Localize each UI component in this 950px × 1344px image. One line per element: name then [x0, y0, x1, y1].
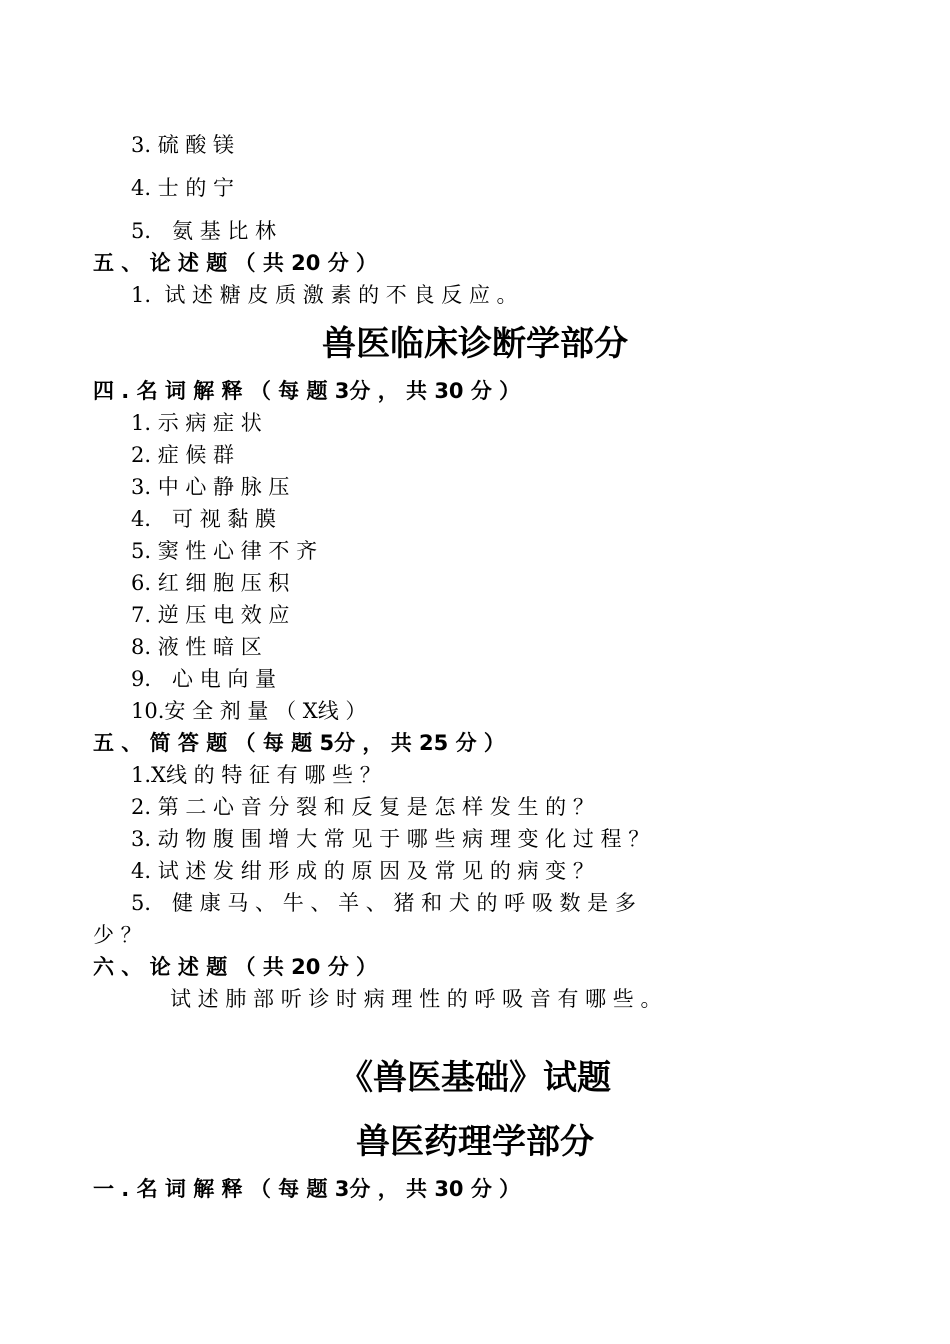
term-item: 1. 示 病 症 状 — [131, 411, 262, 435]
drug-item-5: 5． 氨 基 比 林 — [131, 219, 277, 243]
term-item: 7. 逆 压 电 效 应 — [131, 603, 290, 627]
terms-header: 四 . 名 词 解 释 （ 每 题 3分 ， 共 30 分 ） — [93, 379, 521, 403]
term-item: 8. 液 性 暗 区 — [131, 635, 262, 659]
short-answer-header: 五 、 简 答 题 （ 每 题 5分 ， 共 25 分 ） — [93, 731, 505, 755]
term-item: 9． 心 电 向 量 — [131, 667, 277, 691]
short-answer-item: 1.X线 的 特 征 有 哪 些 ？ — [131, 763, 381, 787]
short-answer-item: 3. 动 物 腹 围 增 大 常 见 于 哪 些 病 理 变 化 过 程 ？ — [131, 827, 650, 851]
drug-item-4: 4. 士 的 宁 — [131, 176, 235, 200]
pharmacology-section-title: 兽医药理学部分 — [356, 1122, 594, 1162]
term-item: 4． 可 视 黏 膜 — [131, 507, 277, 531]
short-answer-item: 4. 试 述 发 绀 形 成 的 原 因 及 常 见 的 病 变 ？ — [131, 859, 594, 883]
term-item: 5. 窦 性 心 律 不 齐 — [131, 539, 318, 563]
essay-question: 试 述 肺 部 听 诊 时 病 理 性 的 呼 吸 音 有 哪 些 。 — [170, 987, 662, 1011]
term-item: 10.安 全 剂 量 （ X线 ） — [131, 699, 367, 723]
essay-question-1: 1. 试 述 糖 皮 质 激 素 的 不 良 反 应 。 — [131, 283, 518, 307]
essay-header-5: 五 、 论 述 题 （ 共 20 分 ） — [93, 251, 378, 275]
diagnosis-section-title: 兽医临床诊断学部分 — [322, 324, 628, 364]
short-answer-item: 2. 第 二 心 音 分 裂 和 反 复 是 怎 样 发 生 的 ？ — [131, 795, 594, 819]
term-item: 3. 中 心 静 脉 压 — [131, 475, 290, 499]
exam-title: 《兽医基础》试题 — [339, 1058, 611, 1098]
term-item: 2. 症 候 群 — [131, 443, 235, 467]
term-item: 6. 红 细 胞 压 积 — [131, 571, 290, 595]
pharm-terms-header: 一 . 名 词 解 释 （ 每 题 3分 ， 共 30 分 ） — [93, 1177, 521, 1201]
short-answer-wrap: 少 ？ — [93, 923, 142, 947]
drug-item-3: 3. 硫 酸 镁 — [131, 133, 235, 157]
essay-header-6: 六 、 论 述 题 （ 共 20 分 ） — [93, 955, 378, 979]
short-answer-item: 5． 健 康 马 、 牛 、 羊 、 猪 和 犬 的 呼 吸 数 是 多 — [131, 891, 636, 915]
